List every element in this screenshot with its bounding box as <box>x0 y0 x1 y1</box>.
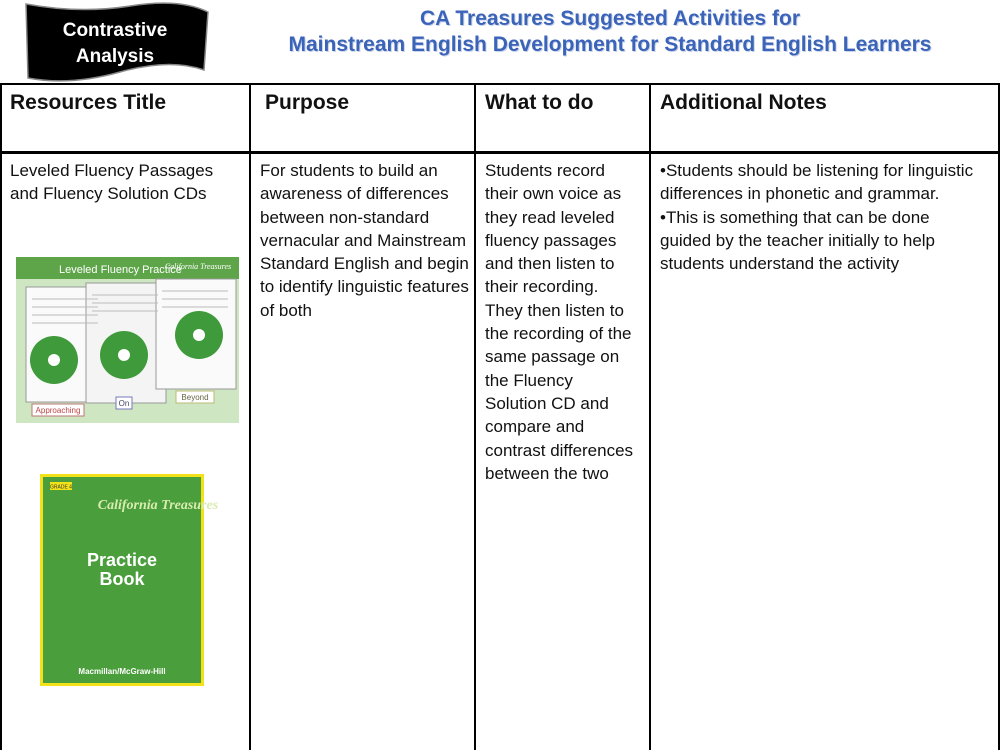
book-publisher: Macmillan/McGraw-Hill <box>78 667 166 676</box>
table-left-border <box>0 83 2 750</box>
table-top-border <box>0 83 1000 85</box>
fluency-practice-title: Leveled Fluency Practice <box>59 264 182 276</box>
book-title-line-1: Practice <box>86 550 158 570</box>
leveled-fluency-practice-image <box>16 257 239 423</box>
column-divider-1 <box>249 83 251 750</box>
fluency-practice-cover-art <box>16 257 239 423</box>
page-title <box>250 6 970 58</box>
practice-book-cover-art <box>40 474 219 686</box>
practice-book-image <box>40 474 219 686</box>
cell-purpose: For students to build an awareness of differences between non-standard vernacular and Mainstream Standard English and begin to identify linguistic features of both <box>260 161 469 320</box>
header-what-to-do: What to do <box>485 91 594 114</box>
table-header-divider <box>0 151 1000 154</box>
book-grade-badge: GRADE 4 <box>50 484 72 491</box>
cell-resource-title: Leveled Fluency Passages and Fluency Solution CDs <box>10 161 214 204</box>
level-approaching: Approaching <box>35 406 81 415</box>
cell-additional-notes <box>660 159 980 275</box>
note-item: •This is something that can be done guided by the teacher initially to help students understand the activity <box>660 207 936 274</box>
column-divider-2 <box>474 83 476 750</box>
contrastive-analysis-banner <box>20 0 212 88</box>
header-additional-notes: Additional Notes <box>660 91 827 114</box>
level-beyond: Beyond <box>181 393 209 402</box>
banner-line-1: Contrastive <box>62 20 168 41</box>
page-title-line-1: CA Treasures Suggested Activities for <box>419 7 801 30</box>
book-title-line-2: Book <box>99 569 145 589</box>
page-title-line-2: Mainstream English Development for Standard English Learners <box>288 33 932 56</box>
header-purpose: Purpose <box>265 91 350 114</box>
banner-line-2: Analysis <box>75 46 155 67</box>
header-resources-title: Resources Title <box>10 91 167 114</box>
column-divider-3 <box>649 83 651 750</box>
activities-table <box>0 83 1000 750</box>
book-brand: California Treasures <box>97 498 219 513</box>
note-item: •Students should be listening for linguistic differences in phonetic and grammar. <box>660 161 974 204</box>
cell-what-to-do: Students record their own voice as they read leveled fluency passages and then listen to their recording. They then listen to the recording of the same passage on the Fluency Solution CD and compare and contrast differences between the two <box>485 161 634 483</box>
level-on: On <box>118 399 130 408</box>
fluency-practice-brand: California Treasures <box>164 262 232 271</box>
